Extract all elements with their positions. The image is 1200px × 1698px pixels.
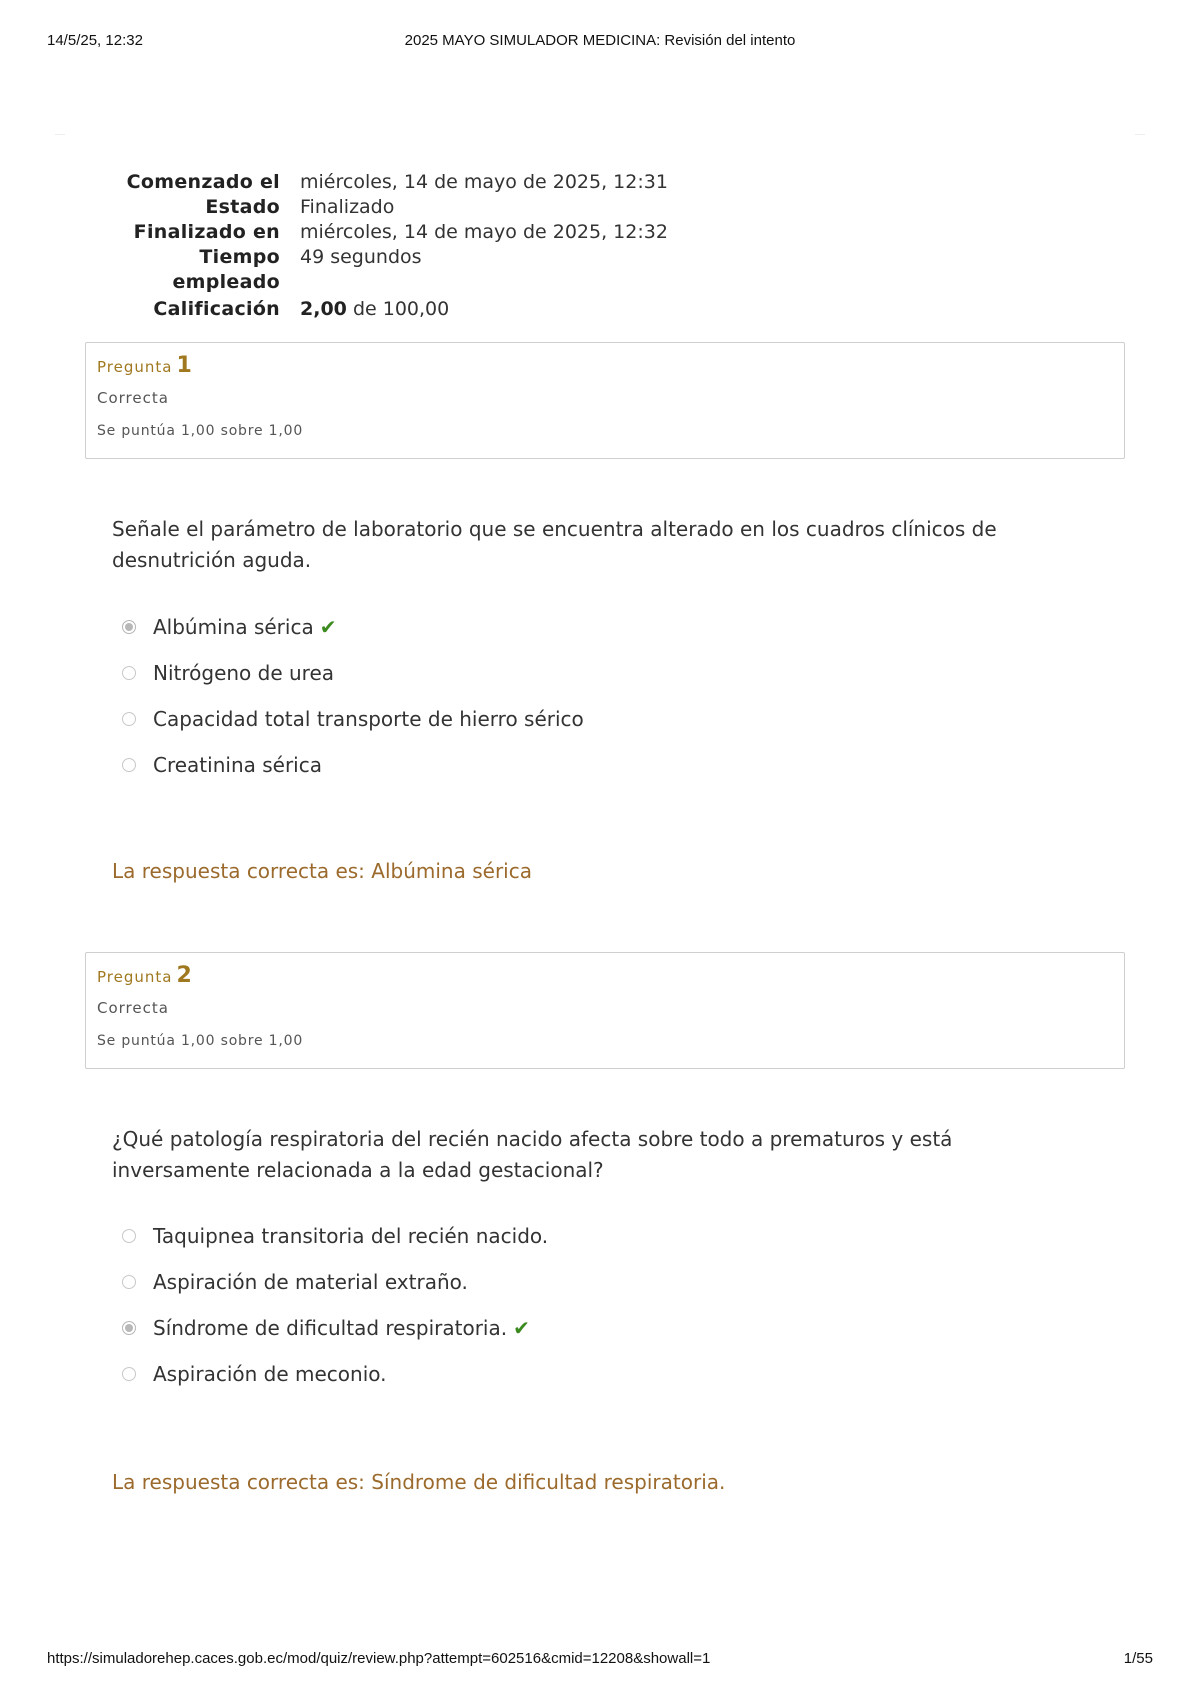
radio-icon[interactable] xyxy=(122,666,136,680)
radio-checked-icon[interactable] xyxy=(122,1321,136,1335)
time-label-line-1: Tiempo xyxy=(199,246,280,268)
state-label: Estado xyxy=(205,196,280,218)
answer-option[interactable] xyxy=(122,696,1022,742)
grade-value xyxy=(300,297,449,322)
divider xyxy=(1135,134,1145,135)
answer-option[interactable] xyxy=(122,650,1022,696)
answer-option[interactable] xyxy=(122,742,1022,788)
answer-label: Taquipnea transitoria del recién nacido. xyxy=(153,1224,549,1248)
question-text: Señale el parámetro de laboratorio que se encuentra alterado en los cuadros clínicos de desnutrición aguda. xyxy=(112,517,997,572)
answer-label: Aspiración de meconio. xyxy=(153,1362,387,1386)
question-prefix: Pregunta xyxy=(97,358,173,376)
right-answer: La respuesta correcta es: Síndrome de dificultad respiratoria. xyxy=(112,1470,726,1494)
time-value: 49 segundos xyxy=(300,246,422,268)
question-prefix: Pregunta xyxy=(97,968,173,986)
print-page-title: 2025 MAYO SIMULADOR MEDICINA: Revisión del intento xyxy=(404,32,796,49)
check-icon: ✔ xyxy=(513,1316,530,1340)
state-value: Finalizado xyxy=(300,196,395,218)
answer-option[interactable] xyxy=(122,1351,1022,1397)
grade-score: 2,00 xyxy=(300,298,347,320)
answer-label: Albúmina sérica xyxy=(153,615,314,639)
finished-label: Finalizado en xyxy=(133,221,280,243)
radio-checked-icon[interactable] xyxy=(122,620,136,634)
question-info xyxy=(85,952,1125,1069)
page-number: 1/55 xyxy=(1123,1650,1153,1667)
question-text: ¿Qué patología respiratoria del recién nacido afecta sobre todo a prematuros y está inversamente relacionada a la edad gestacional? xyxy=(112,1127,953,1182)
answer-label: Creatinina sérica xyxy=(153,753,322,777)
answer-list xyxy=(122,1213,1022,1397)
answer-label: Aspiración de material extraño. xyxy=(153,1270,468,1294)
time-label-line-2: empleado xyxy=(172,271,280,293)
radio-icon[interactable] xyxy=(122,1229,136,1243)
radio-icon[interactable] xyxy=(122,1275,136,1289)
question-mark: Se puntúa 1,00 sobre 1,00 xyxy=(97,423,304,439)
question-mark: Se puntúa 1,00 sobre 1,00 xyxy=(97,1033,304,1049)
summary-row-time xyxy=(90,245,790,295)
check-icon: ✔ xyxy=(319,615,337,639)
answer-option[interactable] xyxy=(122,1259,1022,1305)
started-value: miércoles, 14 de mayo de 2025, 12:31 xyxy=(300,171,668,193)
answer-list xyxy=(122,604,1022,788)
grade-label: Calificación xyxy=(153,298,280,320)
divider xyxy=(55,134,65,135)
answer-option[interactable] xyxy=(122,1213,1022,1259)
summary-row-grade xyxy=(90,297,790,322)
time-label xyxy=(90,245,300,295)
question-number xyxy=(97,353,1113,383)
question-state: Correcta xyxy=(97,999,169,1017)
summary-row-started xyxy=(90,170,790,195)
question-state: Correcta xyxy=(97,389,169,407)
radio-icon[interactable] xyxy=(122,1367,136,1381)
answer-option[interactable] xyxy=(122,1305,1022,1351)
answer-label: Capacidad total transporte de hierro sérico xyxy=(153,707,584,731)
question-info xyxy=(85,342,1125,459)
question-number xyxy=(97,963,1113,993)
question-number-value: 2 xyxy=(176,963,193,988)
attempt-summary xyxy=(90,170,790,322)
question-number-value: 1 xyxy=(176,353,193,378)
summary-row-finished xyxy=(90,220,790,245)
finished-value: miércoles, 14 de mayo de 2025, 12:32 xyxy=(300,221,668,243)
radio-icon[interactable] xyxy=(122,758,136,772)
page-url: https://simuladorehep.caces.gob.ec/mod/quiz/review.php?attempt=602516&cmid=12208&showall=1 xyxy=(47,1650,711,1667)
grade-max: de 100,00 xyxy=(352,298,450,320)
started-label: Comenzado el xyxy=(126,171,280,193)
summary-row-state xyxy=(90,195,790,220)
answer-label: Nitrógeno de urea xyxy=(153,661,335,685)
right-answer: La respuesta correcta es: Albúmina sérica xyxy=(112,859,532,883)
print-datetime: 14/5/25, 12:32 xyxy=(47,32,143,49)
answer-option[interactable] xyxy=(122,604,1022,650)
radio-icon[interactable] xyxy=(122,712,136,726)
answer-label: Síndrome de dificultad respiratoria. xyxy=(153,1316,508,1340)
